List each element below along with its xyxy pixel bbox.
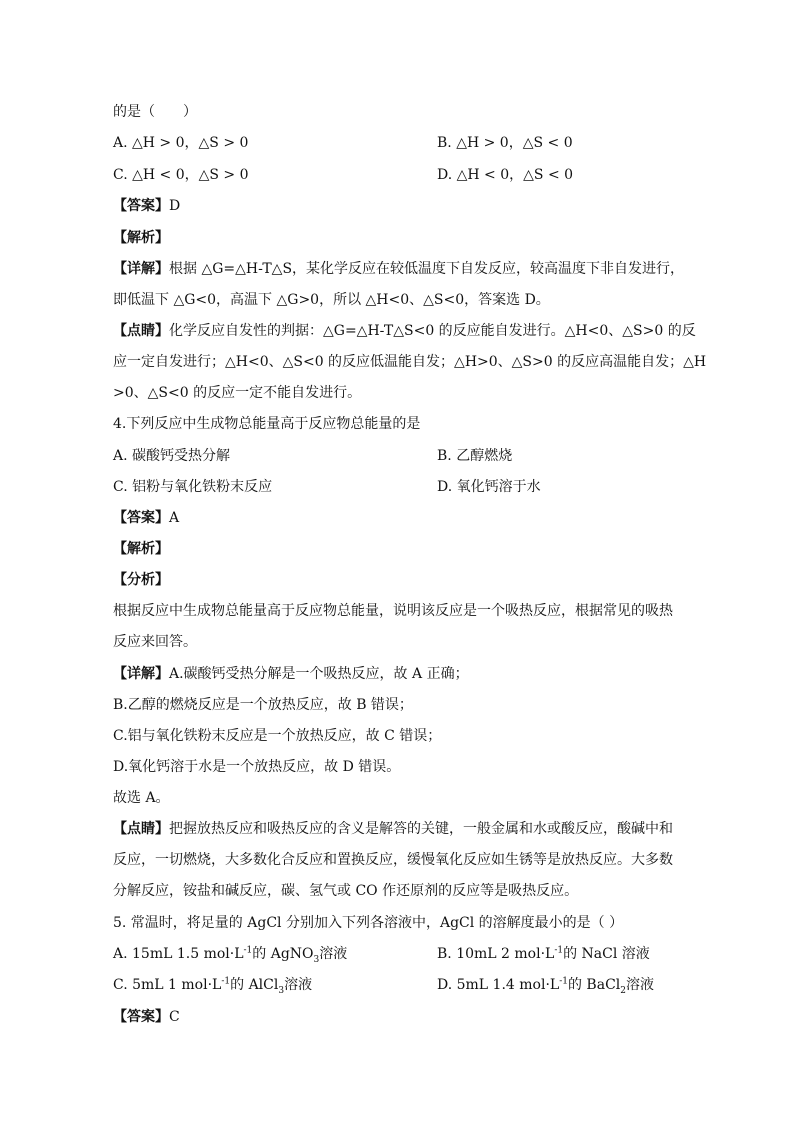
q5-option-d xyxy=(437,975,654,995)
q4-fenxi-label: 【分析】 xyxy=(113,572,169,588)
q4-stem: 4.下列反应中生成物总能量高于反应物总能量的是 xyxy=(113,416,421,432)
q3-option-c: C. △H < 0，△S > 0 xyxy=(113,167,249,183)
answer-value: A xyxy=(169,510,180,526)
option-text: C. 5mL 1 mol·L xyxy=(113,977,222,993)
q3-option-a: A. △H > 0，△S > 0 xyxy=(113,135,249,151)
q4-detail-line-b: B.乙醇的燃烧反应是一个放热反应，故 B 错误； xyxy=(113,697,413,713)
q3-point-line-1 xyxy=(113,321,696,341)
q3-detail-line-1 xyxy=(113,259,684,279)
q3-answer xyxy=(113,196,180,216)
answer-value: C xyxy=(169,1009,180,1025)
answer-value: D xyxy=(169,198,181,214)
q5-stem: 5. 常温时，将足量的 AgCl 分别加入下列各溶液中，AgCl 的溶解度最小的是（ ） xyxy=(113,915,624,931)
q4-option-b: B. 乙醇燃烧 xyxy=(437,448,513,464)
superscript: -1 xyxy=(243,945,253,956)
superscript: -1 xyxy=(221,976,231,987)
q4-option-c: C. 铝粉与氧化铁粉末反应 xyxy=(113,479,273,495)
superscript: -1 xyxy=(559,976,568,987)
option-text: 的 NaCl 溶液 xyxy=(563,946,650,962)
q5-option-b xyxy=(437,944,650,964)
q4-detail-line-a xyxy=(113,664,469,684)
q4-conclusion: 故选 A。 xyxy=(113,790,170,806)
answer-label: 【答案】 xyxy=(113,510,169,526)
q4-fenxi-line-2: 反应来回答。 xyxy=(113,634,197,650)
option-text: 溶液 xyxy=(626,977,654,993)
detail-text: 根据 △G=△H-T△S，某化学反应在较低温度下自发反应，较高温度下非自发进行， xyxy=(169,261,685,277)
q5-option-a xyxy=(113,944,347,964)
q3-point-line-2: 应一定自发进行；△H<0、△S<0 的反应低温能自发；△H>0、△S>0 的反应高温能自发；△H xyxy=(113,354,707,370)
q3-detail-line-2: 即低温下 △G<0，高温下 △G>0，所以 △H<0、△S<0，答案选 D。 xyxy=(113,292,550,308)
point-label: 【点睛】 xyxy=(113,821,169,837)
q4-answer xyxy=(113,508,179,528)
q4-fenxi-line-1: 根据反应中生成物总能量高于反应物总能量，说明该反应是一个吸热反应，根据常见的吸热 xyxy=(113,603,673,619)
subscript: 3 xyxy=(278,985,285,996)
q4-analysis-label: 【解析】 xyxy=(113,541,169,557)
q4-detail-line-c: C.铝与氧化铁粉末反应是一个放热反应，故 C 错误； xyxy=(113,728,442,744)
answer-label: 【答案】 xyxy=(113,1009,169,1025)
option-text: 溶液 xyxy=(284,977,313,993)
option-text: 的 BaCl xyxy=(567,977,621,993)
subscript: 2 xyxy=(620,985,626,996)
option-text: 溶液 xyxy=(319,946,348,962)
option-text: 的 AgNO xyxy=(252,946,314,962)
q3-point-line-3: >0、△S<0 的反应一定不能自发进行。 xyxy=(113,385,362,401)
subscript: 3 xyxy=(313,954,320,965)
point-label: 【点睛】 xyxy=(113,323,169,339)
q4-point-line-2: 反应，一切燃烧，大多数化合反应和置换反应，缓慢氧化反应如生锈等是放热反应。大多数 xyxy=(113,852,673,868)
q4-option-d: D. 氧化钙溶于水 xyxy=(437,479,541,495)
q3-option-d: D. △H < 0，△S < 0 xyxy=(437,167,574,183)
answer-label: 【答案】 xyxy=(113,198,169,214)
q3-option-b: B. △H > 0，△S < 0 xyxy=(437,135,573,151)
q3-stem-tail: 的是（ ） xyxy=(113,104,197,120)
point-text: 把握放热反应和吸热反应的含义是解答的关键，一般金属和水或酸反应，酸碱中和 xyxy=(169,821,673,837)
option-text: 的 AlCl xyxy=(230,977,279,993)
option-text: A. 15mL 1.5 mol·L xyxy=(113,946,244,962)
q3-analysis-label: 【解析】 xyxy=(113,230,169,246)
detail-text: A.碳酸钙受热分解是一个吸热反应，故 A 正确； xyxy=(169,666,469,682)
q4-option-a: A. 碳酸钙受热分解 xyxy=(113,448,231,464)
superscript: -1 xyxy=(554,945,564,956)
q5-option-c xyxy=(113,975,312,995)
detail-label: 【详解】 xyxy=(113,666,169,682)
option-text: D. 5mL 1.4 mol·L xyxy=(437,977,560,993)
detail-label: 【详解】 xyxy=(113,261,169,277)
point-text: 化学反应自发性的判据：△G=△H-T△S<0 的反应能自发进行。△H<0、△S>0 的反 xyxy=(169,323,696,339)
q5-answer xyxy=(113,1007,180,1027)
q4-point-line-1 xyxy=(113,819,673,839)
option-text: B. 10mL 2 mol·L xyxy=(437,946,555,962)
q4-detail-line-d: D.氧化钙溶于水是一个放热反应，故 D 错误。 xyxy=(113,759,401,775)
q4-point-line-3: 分解反应，铵盐和碱反应，碳、氢气或 CO 作还原剂的反应等是吸热反应。 xyxy=(113,883,579,899)
